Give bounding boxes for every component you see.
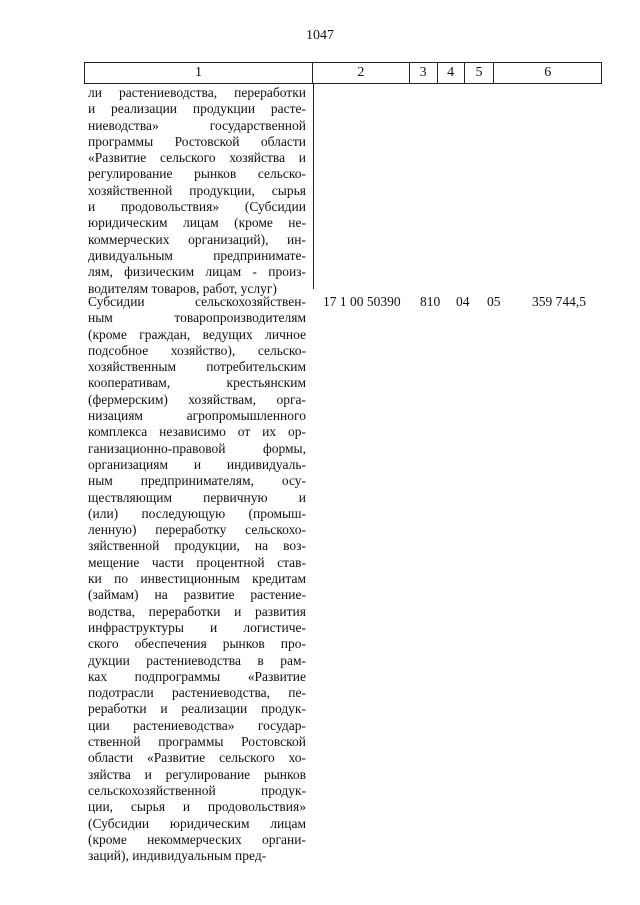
text-line: ки по инвестиционным кредитам [88,571,306,587]
continuation-text [88,85,306,297]
text-line: (или) последующую (промыш- [88,505,306,521]
text-line: ниеводства» государственной [88,117,306,133]
text-line: (Субсидии юридическим лицам [88,815,306,831]
text-line: ского обеспечения рынков про- [88,636,306,652]
text-line: и продовольствия» (Субсидии [88,199,306,215]
header-col-5: 5 [465,63,495,83]
header-col-6: 6 [544,65,552,80]
text-line: кооперативам, крестьянским [88,375,306,391]
text-line: коммерческих организаций), ин- [88,231,306,247]
text-line: ным предпринимателям, осу- [88,473,306,489]
row-code: 17 1 00 50390 [323,294,401,309]
text-line: ли растениеводства, переработки [88,85,306,100]
text-line: хозяйственным потребительским [88,359,306,375]
row-col-4: 04 [456,294,470,309]
page-number: 1047 [306,28,334,43]
text-line: зяйственной продукции, на воз- [88,538,306,554]
text-line: юридическим лицам (кроме не- [88,215,306,231]
text-line: водителям товаров, работ, услуг) [88,280,277,296]
column-divider [313,84,314,289]
text-line: зяйства и регулирование рынков [88,766,306,782]
header-col-3: 3 [410,63,438,83]
text-line: (кроме некоммерческих органи- [88,831,306,847]
text-line: ственной программы Ростовской [88,734,306,750]
text-line: ленную) переработку сельскохо- [88,522,306,538]
text-line: лям, физическим лицам - произ- [88,264,306,280]
text-line: комплекса независимо от их ор- [88,424,306,440]
row-amount: 359 744,5 [532,294,586,309]
text-line: инфраструктуры и логистиче- [88,619,306,635]
text-line: мещение части процентной став- [88,554,306,570]
text-line: регулирование рынков сельско- [88,166,306,182]
text-line: подсобное хозяйство), сельско- [88,342,306,358]
text-line: Субсидии сельскохозяйствен- [88,294,306,309]
text-line: подотрасли растениеводства, пе- [88,685,306,701]
text-line: и реализации продукции расте- [88,101,306,117]
text-line: сельскохозяйственной продук- [88,782,306,798]
text-line: «Развитие сельского хозяйства и [88,150,306,166]
text-line: дукции растениеводства в рам- [88,652,306,668]
text-line: водства, переработки и развития [88,603,306,619]
text-line: низациям агропромышленного [88,408,306,424]
table-header-row [84,62,602,84]
text-line: хозяйственной продукции, сырья [88,182,306,198]
text-line: (фермерским) хозяйствам, орга- [88,391,306,407]
text-line: ках подпрограммы «Развитие [88,668,306,684]
row-description [88,294,306,864]
header-col-1: 1 [85,63,313,83]
text-line: ции растениеводства» государ- [88,717,306,733]
text-line: области «Развитие сельского хо- [88,750,306,766]
text-line: ществляющим первичную и [88,489,306,505]
text-line: заций), индивидуальным пред- [88,848,267,864]
text-line: организациям и индивидуаль- [88,456,306,472]
header-col-2: 2 [313,63,410,83]
text-line: (кроме граждан, ведущих личное [88,326,306,342]
text-line: дивидуальным предпринимате- [88,247,306,263]
text-line: ным товаропроизводителям [88,310,306,326]
text-line: ганизационно-правовой формы, [88,440,306,456]
text-line: реработки и реализации продук- [88,701,306,717]
row-col-5: 05 [487,294,501,309]
header-col-4: 4 [438,63,465,83]
text-line: ции, сырья и продовольствия» [88,799,306,815]
row-col-3: 810 [420,294,441,309]
text-line: программы Ростовской области [88,133,306,149]
text-line: (займам) на развитие растение- [88,587,306,603]
